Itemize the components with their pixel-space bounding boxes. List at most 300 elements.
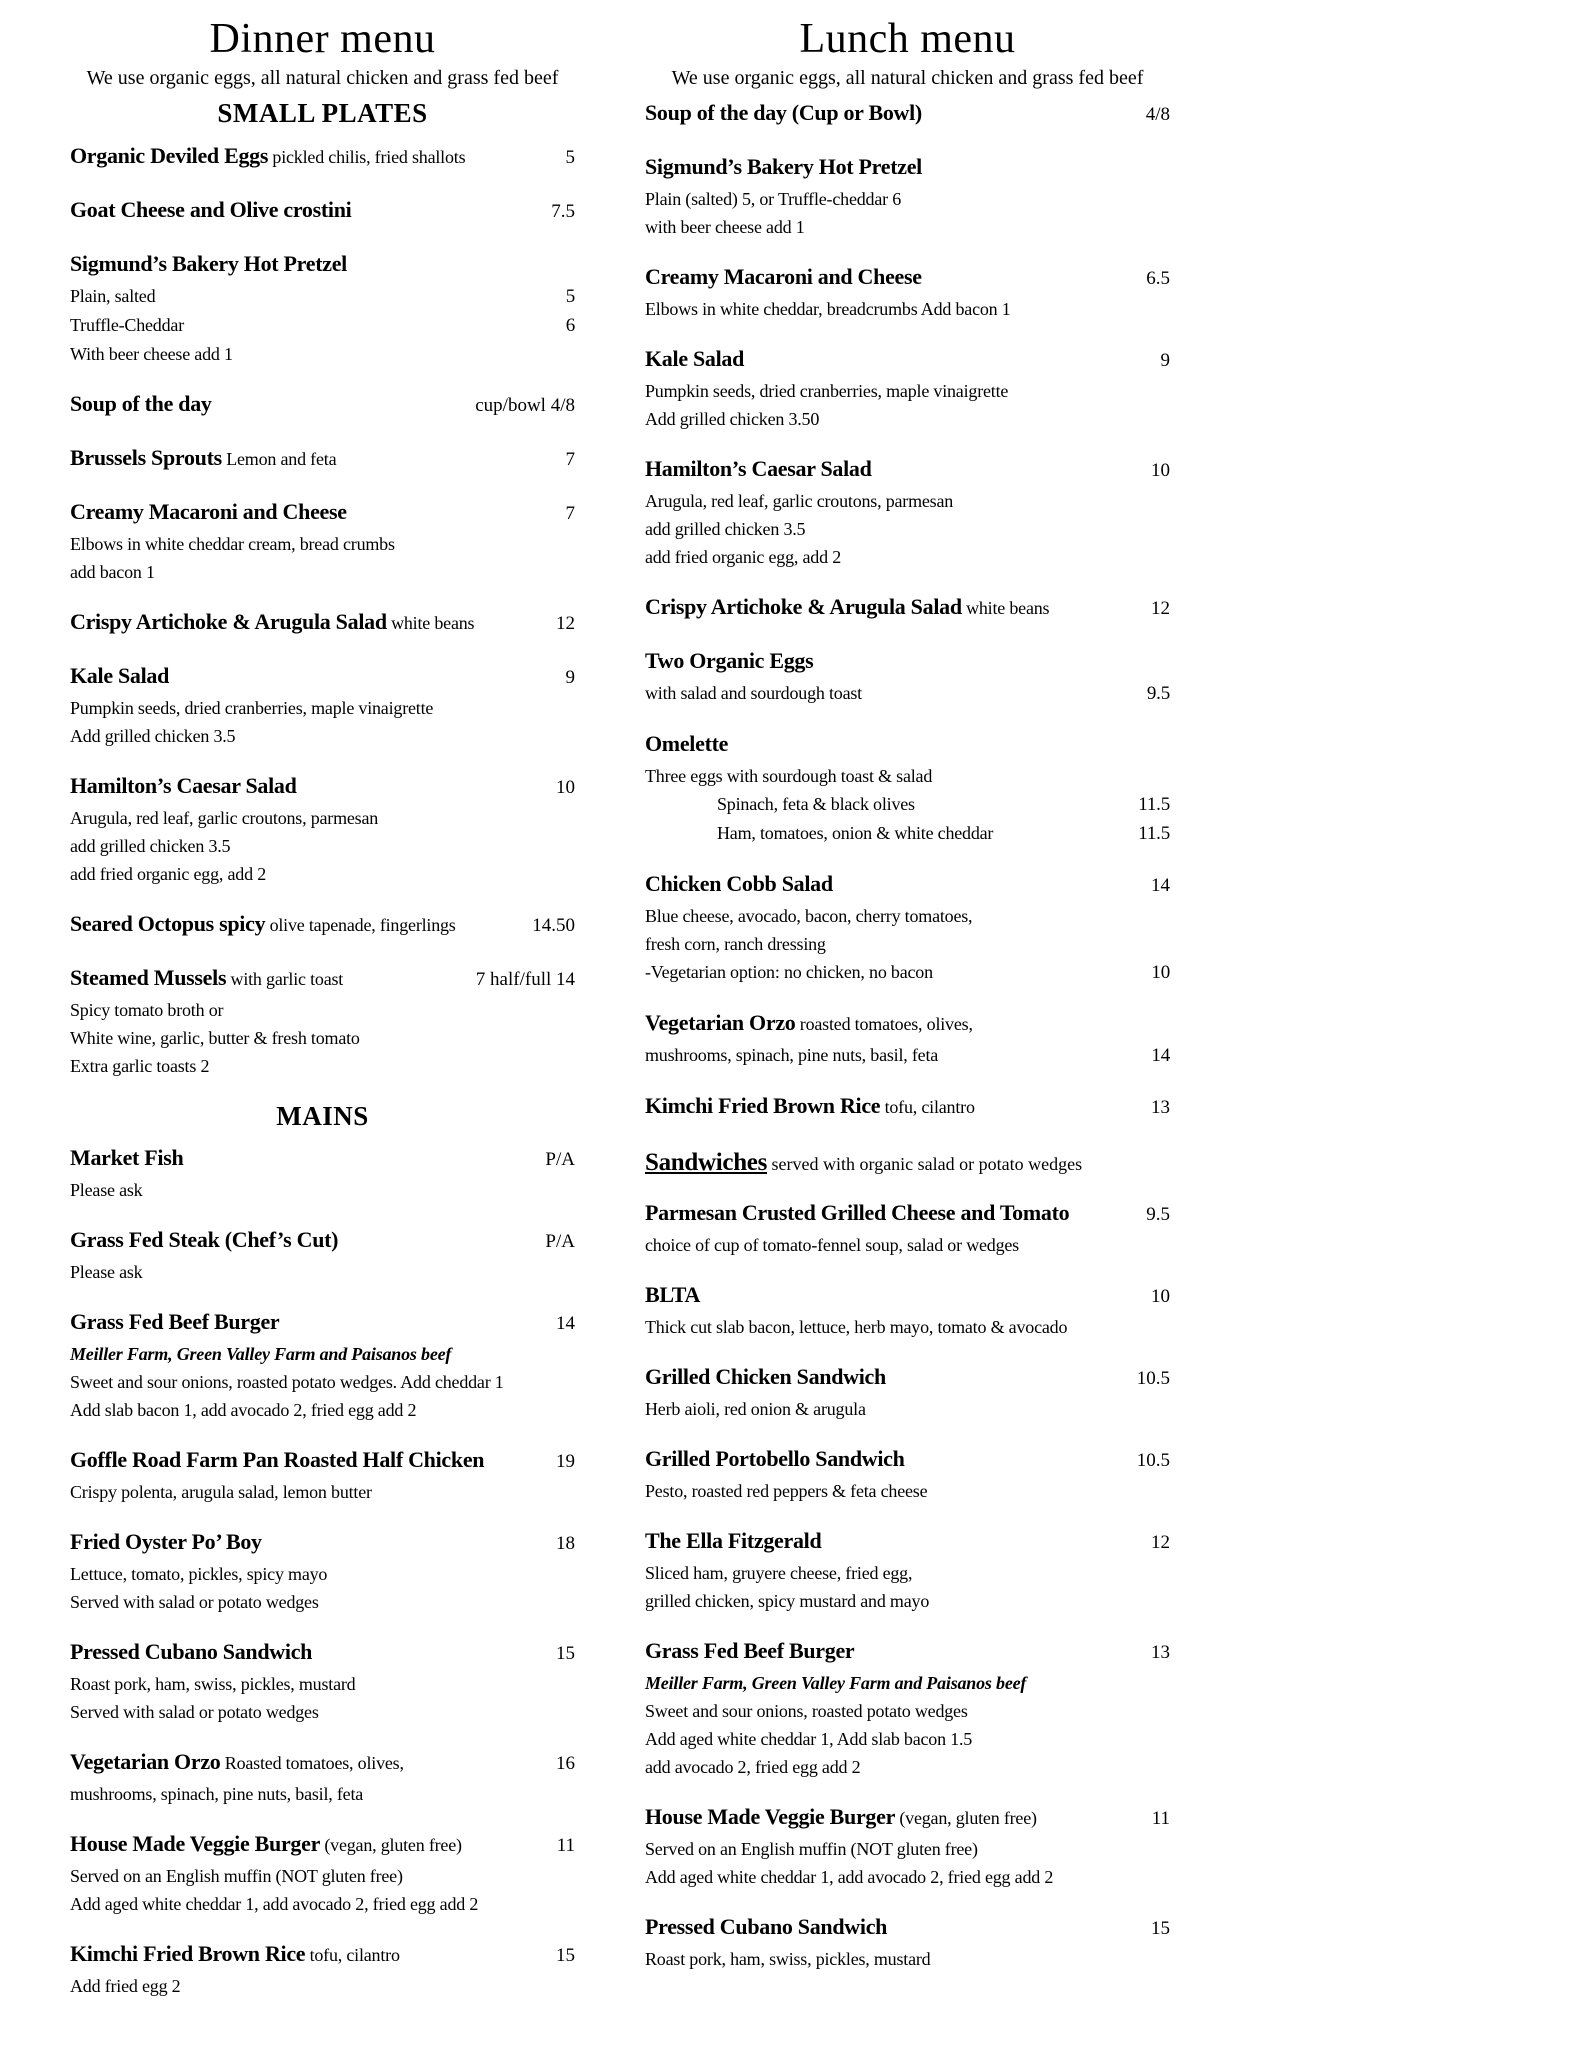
menu-item-detail [70, 722, 575, 750]
menu-item-row [70, 140, 575, 174]
menu-item-detail-price: 10 [1151, 962, 1170, 984]
menu-item-row [70, 496, 575, 530]
menu-item-row [645, 453, 1170, 487]
menu-item [70, 194, 575, 228]
menu-item-name: Crispy Artichoke & Arugula Salad [645, 594, 962, 620]
menu-item [645, 1801, 1170, 1891]
menu-item-title [645, 1197, 1069, 1231]
menu-item-detail [645, 762, 1170, 790]
menu-item-detail-text: mushrooms, spinach, pine nuts, basil, feta [70, 1783, 364, 1804]
menu-item-row [70, 1938, 575, 1972]
menu-item-name: Parmesan Crusted Grilled Cheese and Tomato [645, 1200, 1070, 1226]
dinner-menu-items [70, 97, 575, 2000]
menu-item-detail-text: Add aged white cheddar 1, add avocado 2, fried egg add 2 [70, 1893, 479, 1914]
menu-item-price: cup/bowl 4/8 [475, 394, 575, 416]
menu-item-inline-desc: Roasted tomatoes, olives, [220, 1752, 404, 1773]
section-subheading-note: served with organic salad or potato wedges [767, 1154, 1083, 1175]
menu-item-detail-text: Add aged white cheddar 1, add avocado 2, fried egg add 2 [645, 1867, 1054, 1888]
menu-item-detail-text: Please ask [70, 1179, 143, 1200]
menu-item-detail-text: Spicy tomato broth or [70, 999, 224, 1020]
menu-item [70, 388, 575, 422]
menu-item-title [645, 343, 744, 377]
menu-item [645, 453, 1170, 571]
menu-item-detail [645, 405, 1170, 433]
menu-item [70, 442, 575, 476]
menu-item [70, 1526, 575, 1616]
menu-item-detail [70, 1396, 575, 1424]
menu-item [645, 151, 1170, 241]
menu-item-title [70, 1828, 462, 1862]
menu-item-detail-text: Add slab bacon 1, add avocado 2, fried egg add 2 [70, 1399, 417, 1420]
menu-item-price: P/A [545, 1148, 575, 1170]
menu-item-detail-text: Served on an English muffin (NOT gluten free) [645, 1839, 978, 1860]
menu-item-title [70, 1938, 400, 1972]
menu-item-title [645, 1801, 1037, 1835]
menu-item-row [645, 1525, 1170, 1559]
menu-item [70, 1224, 575, 1286]
menu-item-detail-text: Extra garlic toasts 2 [70, 1055, 210, 1076]
menu-item-row [645, 645, 1170, 679]
menu-item-detail [70, 1258, 575, 1286]
menu-item-price: 12 [556, 612, 575, 634]
menu-item-name: Market Fish [70, 1144, 184, 1170]
menu-item-detail-text: Pumpkin seeds, dried cranberries, maple vinaigrette [70, 697, 434, 718]
menu-item-detail [645, 1753, 1170, 1781]
menu-item-detail [70, 1052, 575, 1080]
menu-item-detail-text: Three eggs with sourdough toast & salad [645, 766, 933, 787]
menu-item-row [645, 728, 1170, 762]
menu-item-inline-desc: Lemon and feta [221, 448, 337, 469]
menu-item-title [70, 606, 474, 640]
menu-item [645, 868, 1170, 987]
menu-item-detail [645, 1395, 1170, 1423]
menu-item-detail-text: Thick cut slab bacon, lettuce, herb mayo, tomato & avocado [645, 1317, 1068, 1338]
menu-item-inline-desc: with garlic toast [226, 968, 344, 989]
menu-item [645, 1007, 1170, 1070]
menu-item-row [70, 606, 575, 640]
menu-item-inline-desc: roasted tomatoes, olives, [795, 1014, 973, 1035]
menu-item-detail-text: mushrooms, spinach, pine nuts, basil, feta [645, 1045, 939, 1066]
menu-item [645, 1443, 1170, 1505]
menu-item-detail-text: White wine, garlic, butter & fresh tomato [70, 1027, 360, 1048]
menu-item-detail-text: Add aged white cheddar 1, Add slab bacon 1.5 [645, 1729, 973, 1750]
section-heading: SMALL PLATES [217, 98, 428, 129]
menu-item-detail [645, 1697, 1170, 1725]
menu-item-row [645, 1443, 1170, 1477]
menu-item-detail [645, 1725, 1170, 1753]
menu-item-price: 11 [1151, 1808, 1170, 1830]
menu-item-title [70, 1306, 279, 1340]
menu-item-row [70, 1142, 575, 1176]
menu-item-name: Omelette [645, 731, 729, 757]
menu-item [645, 343, 1170, 433]
menu-item-price: 15 [1151, 1918, 1170, 1940]
menu-item-price: 9.5 [1146, 1204, 1170, 1226]
menu-item-row [645, 1635, 1170, 1669]
menu-item-name: Pressed Cubano Sandwich [70, 1638, 313, 1664]
menu-item [70, 1746, 575, 1808]
menu-item-title [645, 728, 728, 762]
menu-item-detail-price: 9.5 [1146, 683, 1170, 705]
menu-item-detail-text: Elbows in white cheddar, breadcrumbs Add bacon 1 [645, 299, 1011, 320]
section-subheading-label: Sandwiches [645, 1149, 768, 1177]
menu-item-price: 5 [565, 146, 575, 168]
menu-item [70, 1444, 575, 1506]
menu-item-name: Brussels Sprouts [70, 444, 222, 470]
menu-item-name: Hamilton’s Caesar Salad [70, 772, 297, 798]
menu-item-detail [70, 1780, 575, 1808]
menu-item-price: 10.5 [1136, 1368, 1170, 1390]
menu-item-detail [645, 819, 1170, 848]
menu-item-price: 16 [556, 1752, 575, 1774]
menu-item [645, 1279, 1170, 1341]
menu-item-title [70, 496, 347, 530]
menu-item-row [70, 248, 575, 282]
menu-item-detail-text: Meiller Farm, Green Valley Farm and Paisanos beef [645, 1673, 1027, 1694]
menu-item [645, 1911, 1170, 1973]
menu-item-detail [645, 1231, 1170, 1259]
menu-item-row [70, 962, 575, 996]
menu-item-detail [645, 902, 1170, 930]
menu-item-row [645, 1361, 1170, 1395]
menu-item-title [645, 645, 813, 679]
menu-item-name: Goffle Road Farm Pan Roasted Half Chicken [70, 1446, 485, 1472]
menu-item [70, 1828, 575, 1918]
menu-item-row [70, 1746, 575, 1780]
menu-item-inline-desc: olive tapenade, fingerlings [265, 914, 456, 935]
menu-item-title [70, 770, 297, 804]
menu-item-detail-text: Meiller Farm, Green Valley Farm and Paisanos beef [70, 1343, 452, 1364]
menu-item-detail-text: Pumpkin seeds, dried cranberries, maple vinaigrette [645, 381, 1009, 402]
menu-item [645, 1361, 1170, 1423]
menu-item-detail-text: Add grilled chicken 3.5 [70, 725, 236, 746]
menu-item [645, 1525, 1170, 1615]
menu-item-inline-desc: tofu, cilantro [305, 1944, 400, 1965]
menu-item-price: 10 [556, 776, 575, 798]
section-subheading [645, 1148, 1170, 1179]
menu-item [70, 1636, 575, 1726]
menu-item-detail [70, 1670, 575, 1698]
menu-item-title [645, 868, 833, 902]
menu-item-title [645, 1007, 973, 1041]
menu-item-detail-text: Truffle-Cheddar [70, 314, 184, 335]
menu-item [70, 1306, 575, 1424]
menu-item [70, 248, 575, 368]
menu-item-detail-text: Roast pork, ham, swiss, pickles, mustard [645, 1949, 931, 1970]
menu-item-row [70, 1828, 575, 1862]
menu-item-detail [70, 694, 575, 722]
lunch-menu-subtitle: We use organic eggs, all natural chicken and grass fed beef [671, 67, 1144, 90]
menu-item-price: 7 [565, 502, 575, 524]
menu-item-detail [70, 1340, 575, 1368]
menu-item-name: Soup of the day (Cup or Bowl) [645, 100, 922, 126]
menu-item-detail-text: Sweet and sour onions, roasted potato wedges [645, 1701, 968, 1722]
menu-item-detail-text: Herb aioli, red onion & arugula [645, 1399, 866, 1420]
menu-item-row [645, 1801, 1170, 1835]
menu-item-price: 19 [556, 1450, 575, 1472]
menu-item-price: 14.50 [532, 914, 575, 936]
menu-item-detail [645, 185, 1170, 213]
menu-item-detail [70, 558, 575, 586]
menu-item-title [645, 1443, 905, 1477]
menu-item-detail-text: with beer cheese add 1 [645, 217, 805, 238]
menu-item-detail-text: Spinach, feta & black olives [717, 794, 915, 815]
menu-item-name: Two Organic Eggs [645, 648, 814, 674]
menu-item-detail-text: Crispy polenta, arugula salad, lemon butter [70, 1481, 372, 1502]
menu-item-name: Sigmund’s Bakery Hot Pretzel [645, 154, 922, 180]
menu-item-price: 9 [565, 666, 575, 688]
menu-item-title [70, 1526, 262, 1560]
menu-item-row [645, 97, 1170, 131]
menu-item-detail-text: -Vegetarian option: no chicken, no bacon [645, 962, 933, 983]
menu-item-row [70, 908, 575, 942]
menu-item-detail [70, 804, 575, 832]
menu-item-detail [645, 487, 1170, 515]
menu-item-title [70, 1444, 484, 1478]
menu-item-detail [70, 1024, 575, 1052]
menu-item-detail-text: Plain (salted) 5, or Truffle-cheddar 6 [645, 189, 902, 210]
menu-item-row [70, 1444, 575, 1478]
menu-item-detail-text: choice of cup of tomato-fennel soup, salad or wedges [645, 1235, 1019, 1256]
menu-item [645, 1197, 1170, 1259]
menu-item-name: Grass Fed Beef Burger [645, 1638, 855, 1664]
menu-item-detail-price: 5 [565, 285, 575, 307]
menu-item [645, 591, 1170, 625]
menu-item-price: 7 [565, 448, 575, 470]
menu-item-row [70, 1526, 575, 1560]
section-heading: MAINS [276, 1100, 369, 1131]
menu-item-name: Pressed Cubano Sandwich [645, 1914, 888, 1940]
menu-item-title [70, 140, 465, 174]
menu-item-name: Vegetarian Orzo [70, 1748, 221, 1774]
menu-item-detail [645, 213, 1170, 241]
menu-item-price: 7.5 [551, 200, 575, 222]
menu-item-title [70, 1142, 183, 1176]
menu-item-row [645, 591, 1170, 625]
menu-item-detail [70, 860, 575, 888]
menu-item-detail [70, 1560, 575, 1588]
menu-item-name: Kale Salad [70, 662, 170, 688]
menu-item-detail-text: Served on an English muffin (NOT gluten free) [70, 1865, 403, 1886]
menu-item-detail [645, 679, 1170, 708]
menu-item-detail-text: with salad and sourdough toast [645, 683, 862, 704]
menu-item [645, 1090, 1170, 1124]
menu-item-row [645, 343, 1170, 377]
menu-item-name: Goat Cheese and Olive crostini [70, 196, 352, 222]
menu-item-title [645, 1635, 854, 1669]
menu-item-detail-text: add bacon 1 [70, 561, 155, 582]
menu-item-row [70, 194, 575, 228]
menu-item-name: Chicken Cobb Salad [645, 871, 833, 897]
menu-item-price: 11 [556, 1834, 575, 1856]
menu-item-price: 9 [1160, 350, 1170, 372]
menu-item [70, 962, 575, 1080]
menu-item-title [645, 151, 922, 185]
menu-item-detail [70, 1368, 575, 1396]
menu-item-name: Grilled Chicken Sandwich [645, 1364, 886, 1390]
menu-item-detail-text: Sliced ham, gruyere cheese, fried egg, [645, 1563, 913, 1584]
menu-item-price: 13 [1151, 1097, 1170, 1119]
menu-item-price: 14 [1151, 875, 1170, 897]
menu-item-title [645, 1090, 975, 1124]
menu-item-detail-price: 6 [565, 314, 575, 336]
menu-item-price: 12 [1151, 598, 1170, 620]
menu-item-name: Grass Fed Steak (Chef’s Cut) [70, 1226, 339, 1252]
menu-item-price: 10.5 [1136, 1450, 1170, 1472]
menu-item-row [645, 1911, 1170, 1945]
menu-item-price: 15 [556, 1944, 575, 1966]
menu-item-title [645, 1525, 821, 1559]
menu-item-title [70, 1224, 338, 1258]
menu-item-detail [70, 1862, 575, 1890]
menu-item [645, 645, 1170, 708]
menu-item-inline-desc: (vegan, gluten free) [895, 1808, 1037, 1829]
menu-item-name: Kimchi Fried Brown Rice [645, 1093, 881, 1119]
menu-item [645, 97, 1170, 131]
menu-item-detail [645, 543, 1170, 571]
menu-item-name: The Ella Fitzgerald [645, 1528, 822, 1554]
menu-item-row [645, 868, 1170, 902]
menu-item-row [70, 660, 575, 694]
menu-item-detail-text: add grilled chicken 3.5 [70, 835, 231, 856]
menu-item [70, 770, 575, 888]
menu-item-detail [645, 515, 1170, 543]
menu-item-title [70, 660, 169, 694]
menu-item-inline-desc: pickled chilis, fried shallots [268, 146, 466, 167]
menu-item-detail-text: Served with salad or potato wedges [70, 1591, 319, 1612]
menu-item-detail-text: Served with salad or potato wedges [70, 1701, 319, 1722]
menu-item-detail-text: Please ask [70, 1261, 143, 1282]
menu-item-detail [70, 1588, 575, 1616]
menu-item [70, 660, 575, 750]
menu-item-name: Creamy Macaroni and Cheese [645, 264, 922, 290]
menu-item-detail-text: With beer cheese add 1 [70, 343, 233, 364]
menu-item-title [645, 1911, 887, 1945]
menu-item-detail-price: 14 [1151, 1045, 1170, 1067]
menu-item-row [645, 151, 1170, 185]
menu-item [70, 1938, 575, 2000]
menu-item-detail [645, 1041, 1170, 1070]
menu-item [70, 908, 575, 942]
lunch-menu-column [645, 16, 1170, 2020]
menu-item-name: Steamed Mussels [70, 964, 227, 990]
menu-item-row [70, 442, 575, 476]
menu-item [645, 728, 1170, 848]
menu-item-detail [645, 295, 1170, 323]
menu-item-detail [645, 1945, 1170, 1973]
menu-item-price: 10 [1151, 1286, 1170, 1308]
menu-item-row [70, 1306, 575, 1340]
menu-item-detail [645, 1863, 1170, 1891]
dinner-menu-subtitle: We use organic eggs, all natural chicken and grass fed beef [86, 67, 559, 90]
menu-item-detail-text: Ham, tomatoes, onion & white cheddar [717, 823, 994, 844]
menu-item-name: Crispy Artichoke & Arugula Salad [70, 608, 387, 634]
menu-item-title [70, 442, 336, 476]
menu-item-detail [645, 958, 1170, 987]
menu-item-name: Vegetarian Orzo [645, 1010, 796, 1036]
menu-item-row [645, 1007, 1170, 1041]
menu-item-name: Fried Oyster Po’ Boy [70, 1528, 262, 1554]
menu-item-detail [70, 1478, 575, 1506]
menu-item-title [70, 1746, 404, 1780]
menu-item-detail-text: fresh corn, ranch dressing [645, 934, 826, 955]
menu-item-name: Kale Salad [645, 346, 745, 372]
menu-item-price: 10 [1151, 460, 1170, 482]
menu-item-detail-text: add fried organic egg, add 2 [645, 547, 841, 568]
menu-item [70, 1142, 575, 1204]
menu-item-detail [645, 930, 1170, 958]
menu-item-detail-text: Sweet and sour onions, roasted potato wedges. Add cheddar 1 [70, 1371, 504, 1392]
menu-item-name: Hamilton’s Caesar Salad [645, 456, 872, 482]
menu-item-detail [70, 1890, 575, 1918]
menu-item-detail-text: Roast pork, ham, swiss, pickles, mustard [70, 1673, 356, 1694]
menu-item-row [70, 388, 575, 422]
dinner-menu-title: Dinner menu [209, 16, 436, 62]
menu-item [70, 496, 575, 586]
menu-item-detail-text: Add fried egg 2 [70, 1975, 181, 1996]
menu-item-title [645, 97, 922, 131]
menu-item-row [645, 261, 1170, 295]
menu-item-row [645, 1197, 1170, 1231]
menu-item-name: Grilled Portobello Sandwich [645, 1446, 905, 1472]
menu-item-title [645, 453, 872, 487]
menu-item [70, 606, 575, 640]
menu-item-detail-text: add grilled chicken 3.5 [645, 519, 806, 540]
menu-item-name: Seared Octopus spicy [70, 910, 266, 936]
menu-item-detail [645, 1559, 1170, 1587]
menu-item-name: Kimchi Fried Brown Rice [70, 1940, 306, 1966]
menu-item-detail-text: Pesto, roasted red peppers & feta cheese [645, 1481, 928, 1502]
menu-item-name: Creamy Macaroni and Cheese [70, 498, 347, 524]
menu-item-detail [645, 1477, 1170, 1505]
menu-item-inline-desc: (vegan, gluten free) [320, 1834, 462, 1855]
menu-item-price: 13 [1151, 1642, 1170, 1664]
menu-item-inline-desc: white beans [961, 598, 1050, 619]
menu-item-row [70, 770, 575, 804]
menu-item-title [645, 1279, 700, 1313]
menu-item-name: BLTA [645, 1282, 701, 1308]
menu-item-title [70, 194, 351, 228]
menu-item-name: Sigmund’s Bakery Hot Pretzel [70, 250, 347, 276]
menu-item-title [70, 908, 456, 942]
menu-item-title [70, 248, 347, 282]
menu-item-inline-desc: tofu, cilantro [880, 1097, 975, 1118]
menu-item-price: 4/8 [1145, 104, 1170, 126]
dinner-menu-column [70, 16, 575, 2020]
menu-item-title [645, 1361, 886, 1395]
menu-item-detail-price: 11.5 [1138, 823, 1170, 845]
menu-item-detail [645, 1835, 1170, 1863]
menu-item-detail [70, 832, 575, 860]
menu-item-detail [70, 340, 575, 368]
menu-item-title [645, 261, 922, 295]
menu-item-row [645, 1090, 1170, 1124]
menu-item-detail [645, 1587, 1170, 1615]
menu-item-name: House Made Veggie Burger [70, 1830, 321, 1856]
menu-item-detail-text: Blue cheese, avocado, bacon, cherry tomatoes, [645, 906, 973, 927]
menu-item-detail-text: add avocado 2, fried egg add 2 [645, 1757, 861, 1778]
menu-item-detail-text: Elbows in white cheddar cream, bread crumbs [70, 533, 395, 554]
lunch-menu-title: Lunch menu [799, 16, 1016, 62]
menu-item-detail-text: Lettuce, tomato, pickles, spicy mayo [70, 1563, 328, 1584]
menu-item [70, 140, 575, 174]
menu-item-row [645, 1279, 1170, 1313]
menu-item-detail [645, 1313, 1170, 1341]
menu-item-name: Organic Deviled Eggs [70, 142, 269, 168]
menu-item-detail [70, 1176, 575, 1204]
menu-item-detail [70, 1972, 575, 2000]
menu-item-detail-text: Add grilled chicken 3.50 [645, 409, 820, 430]
